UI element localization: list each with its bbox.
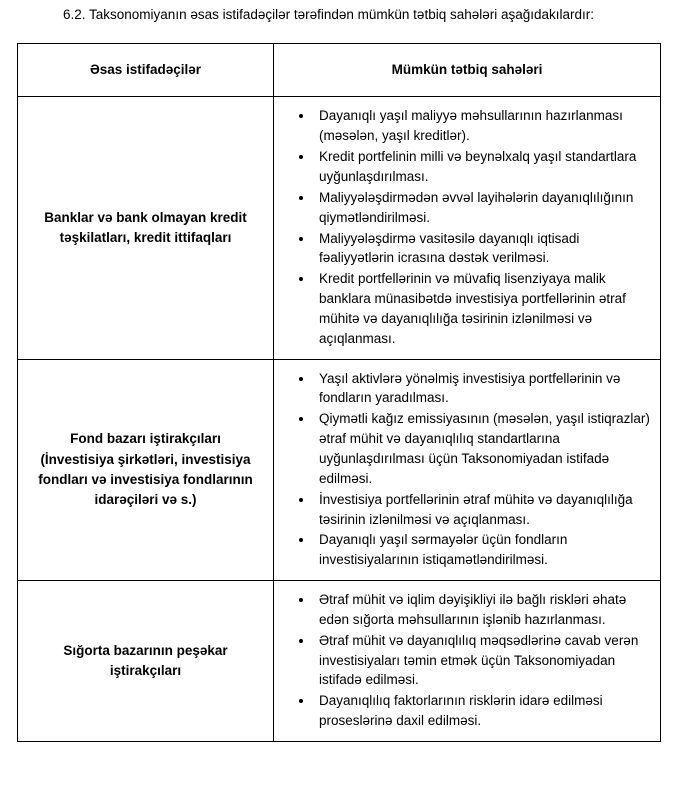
table-body	[18, 97, 661, 741]
table-row	[18, 359, 661, 580]
application-item: • Kredit portfellərinin və müvafiq lisenziyaya malik banklara münasibətdə investisiya portfellərinin ətraf mühitə və dayanıqlılığa təsirinin izlənilməsi və açıqlanması.	[314, 269, 650, 348]
application-item: • İnvestisiya portfellərinin ətraf mühitə və dayanıqlılığa təsirinin izlənilməsi və açıqlanması.	[314, 490, 650, 530]
header-main-users: Əsas istifadəçilər	[18, 43, 274, 97]
application-item: • Qiymətli kağız emissiyasının (məsələn, yaşıl istiqrazlar) ətraf mühit və dayanıqlılıq standartlarına uyğunlaşdırılması üçün Taksonomiyadan istifadə edilməsi.	[314, 409, 650, 488]
table-header-row	[18, 43, 661, 97]
users-applications-table	[17, 43, 661, 742]
application-item: • Dayanıqlı yaşıl sərmayələr üçün fondların investisiyalarının istiqamətləndirilməsi.	[314, 530, 650, 570]
table-header	[18, 43, 661, 97]
application-item: • Kredit portfelinin milli və beynəlxalq yaşıl standartlara uyğunlaşdırılması.	[314, 147, 650, 187]
application-item: • Yaşıl aktivlərə yönəlmiş investisiya portfellərinin və fondların yaradılması.	[314, 369, 650, 409]
user-cell: Sığorta bazarının peşəkar iştirakçıları	[18, 581, 274, 742]
applications-cell	[274, 359, 661, 580]
application-item: • Dayanıqlılıq faktorlarının risklərin idarə edilməsi proseslərinə daxil edilməsi.	[314, 691, 650, 731]
user-cell: Banklar və bank olmayan kredit təşkilatları, kredit ittifaqları	[18, 97, 274, 359]
applications-cell	[274, 581, 661, 742]
applications-list	[274, 369, 650, 570]
applications-list	[274, 106, 650, 348]
application-item: • Ətraf mühit və iqlim dəyişikliyi ilə bağlı riskləri əhatə edən sığorta məhsullarının işlənib hazırlanması.	[314, 590, 650, 630]
application-item: • Maliyyələşdirmə vasitəsilə dayanıqlı iqtisadi fəaliyyətlərin icrasına dəstək verilməsi.	[314, 229, 650, 269]
application-item: • Maliyyələşdirmədən əvvəl layihələrin dayanıqlılığının qiymətləndirilməsi.	[314, 188, 650, 228]
header-application-areas: Mümkün tətbiq sahələri	[274, 43, 661, 97]
table-row	[18, 581, 661, 742]
application-item: • Dayanıqlı yaşıl maliyyə məhsullarının hazırlanması (məsələn, yaşıl kreditlər).	[314, 106, 650, 146]
table-row	[18, 97, 661, 359]
applications-list	[274, 590, 650, 731]
intro-paragraph: 6.2. Taksonomiyanın əsas istifadəçilər tərəfindən mümkün tətbiq sahələri aşağıdakılardır:	[63, 7, 595, 22]
application-item: • Ətraf mühit və dayanıqlılıq məqsədlərinə cavab verən investisiyaları təmin etmək üçün Taksonomiyadan istifadə edilməsi.	[314, 631, 650, 691]
user-cell: Fond bazarı iştirakçıları (İnvestisiya şirkətləri, investisiya fondları və investisiya fondlarının idarəçiləri və s.)	[18, 359, 274, 580]
applications-cell	[274, 97, 661, 359]
